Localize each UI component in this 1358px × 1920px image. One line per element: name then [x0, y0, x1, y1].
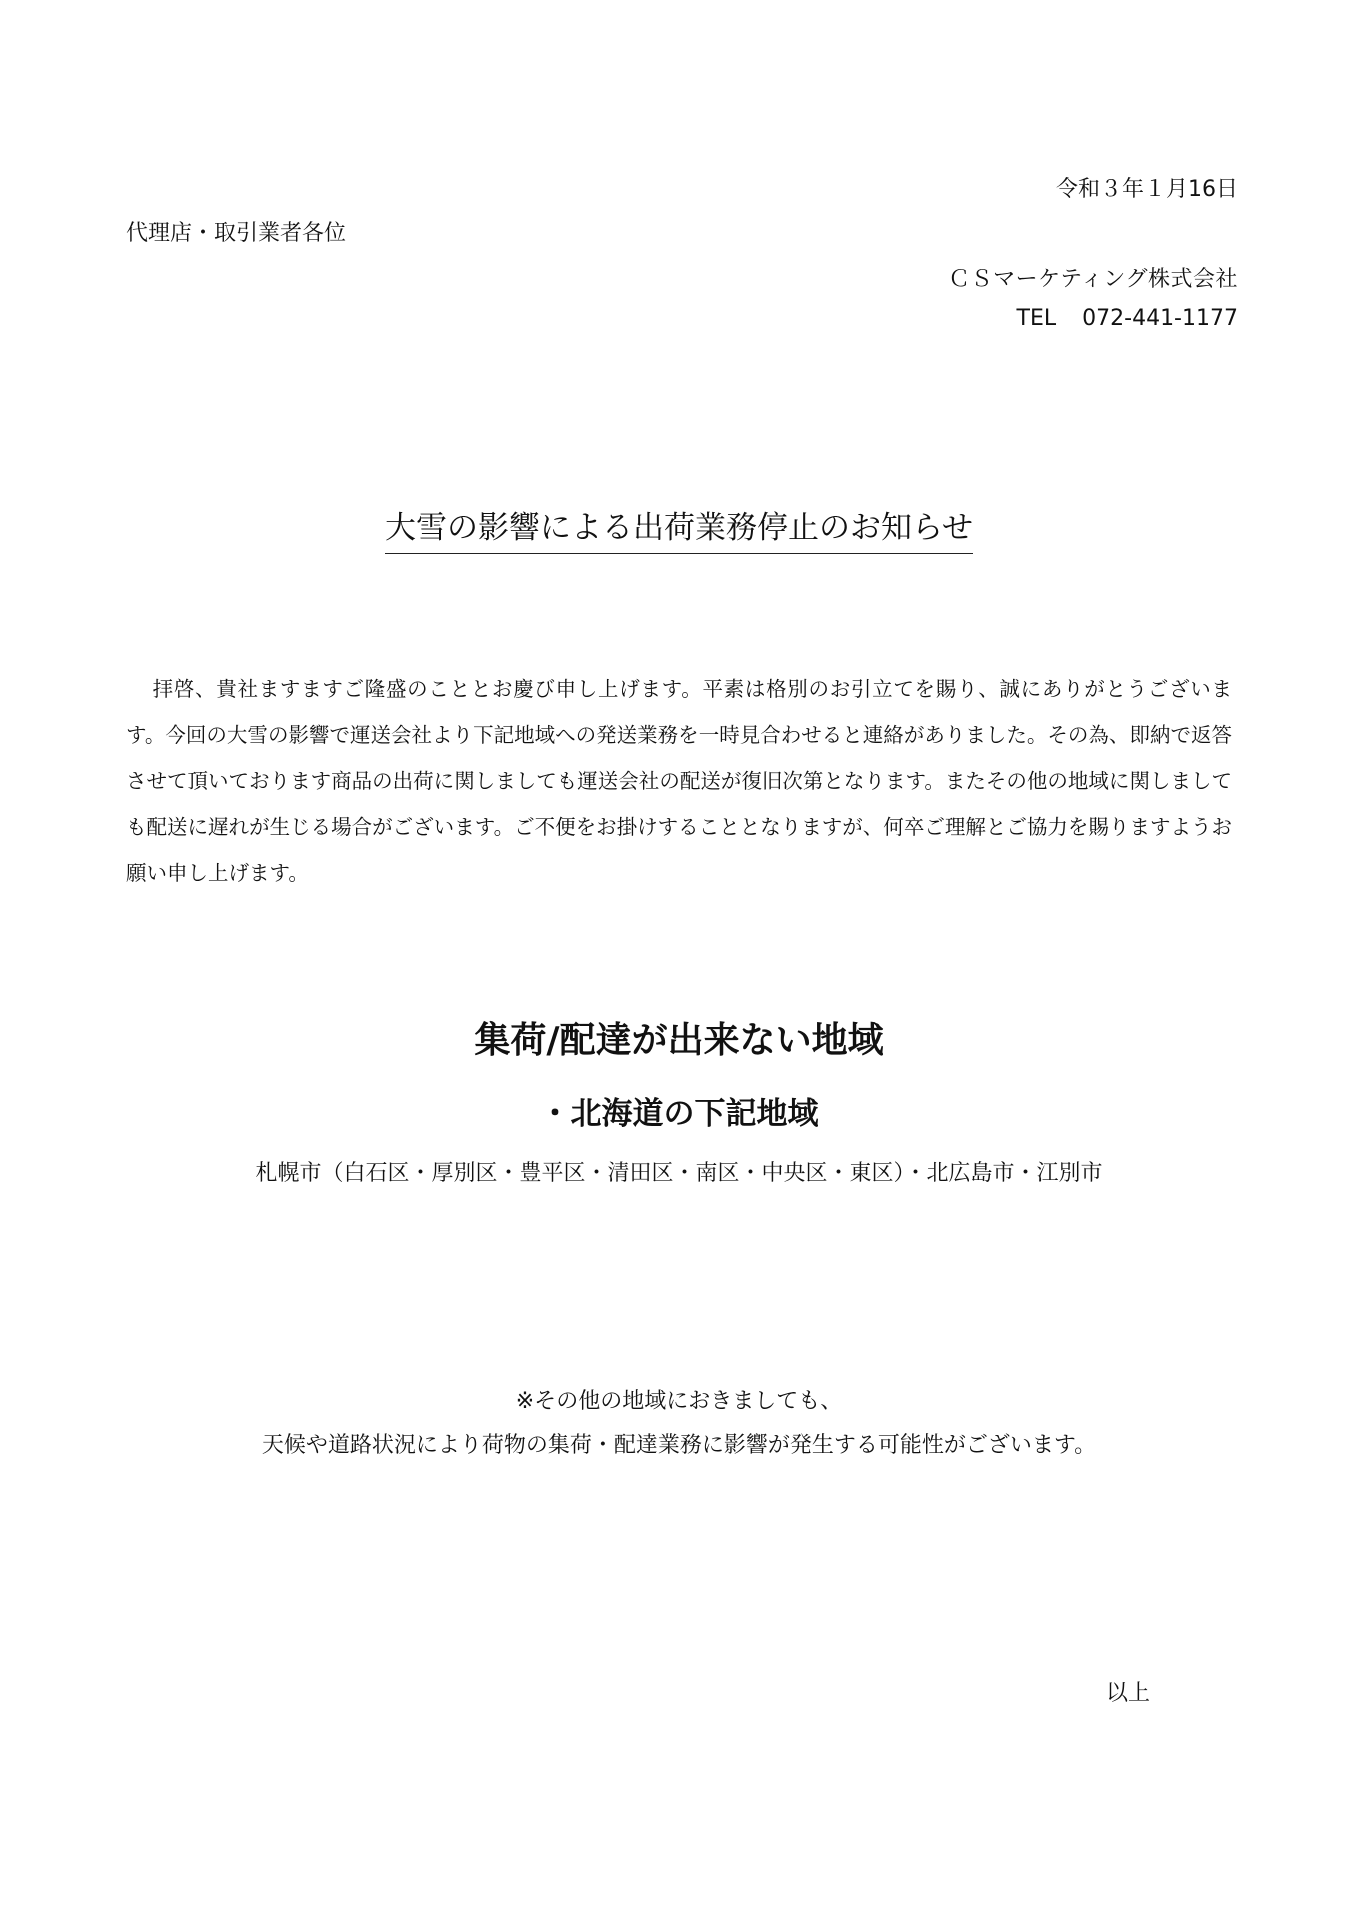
- tel-label: TEL: [1016, 306, 1057, 331]
- closing-mark: 以上: [1105, 1681, 1150, 1706]
- recipient-line: 代理店・取引業者各位: [126, 221, 347, 246]
- notice-body: 拝啓、貴社ますますご隆盛のこととお慶び申し上げます。平素は格別のお引立てを賜り、誠にありがとうございます。今回の大雪の影響で運送会社より下記地域への発送業務を一時見合わせると連絡がありました。その為、即納で返答させて頂いております商品の出荷に関しましても運送会社の配送が復旧次第となります。またその他の地域に関しましても配送に遅れが生じる場合がございます。ご不便をお掛けすることとなりますが、何卒ご理解とご協力を賜りますようお願い申し上げます。: [126, 677, 1232, 885]
- region-subheading: ・北海道の下記地域: [539, 1096, 819, 1132]
- notice-title: 大雪の影響による出荷業務停止のお知らせ: [385, 502, 973, 554]
- note-line-2: 天候や道路状況により荷物の集荷・配達業務に影響が発生する可能性がございます。: [261, 1433, 1097, 1458]
- affected-areas-heading: 集荷/配達が出来ない地域: [474, 1020, 884, 1061]
- tel-number: 072-441-1177: [1082, 306, 1238, 331]
- note-line-1: ※その他の地域におきましても、: [515, 1389, 843, 1414]
- notice-title-wrap: [0, 502, 1358, 554]
- document-date: 令和３年１月16日: [1056, 177, 1238, 202]
- affected-area-list: 札幌市（白石区・厚別区・豊平区・清田区・南区・中央区・東区）・北広島市・江別市: [255, 1161, 1103, 1186]
- company-phone: [1017, 306, 1238, 331]
- company-name: ＣＳマーケティング株式会社: [948, 267, 1238, 292]
